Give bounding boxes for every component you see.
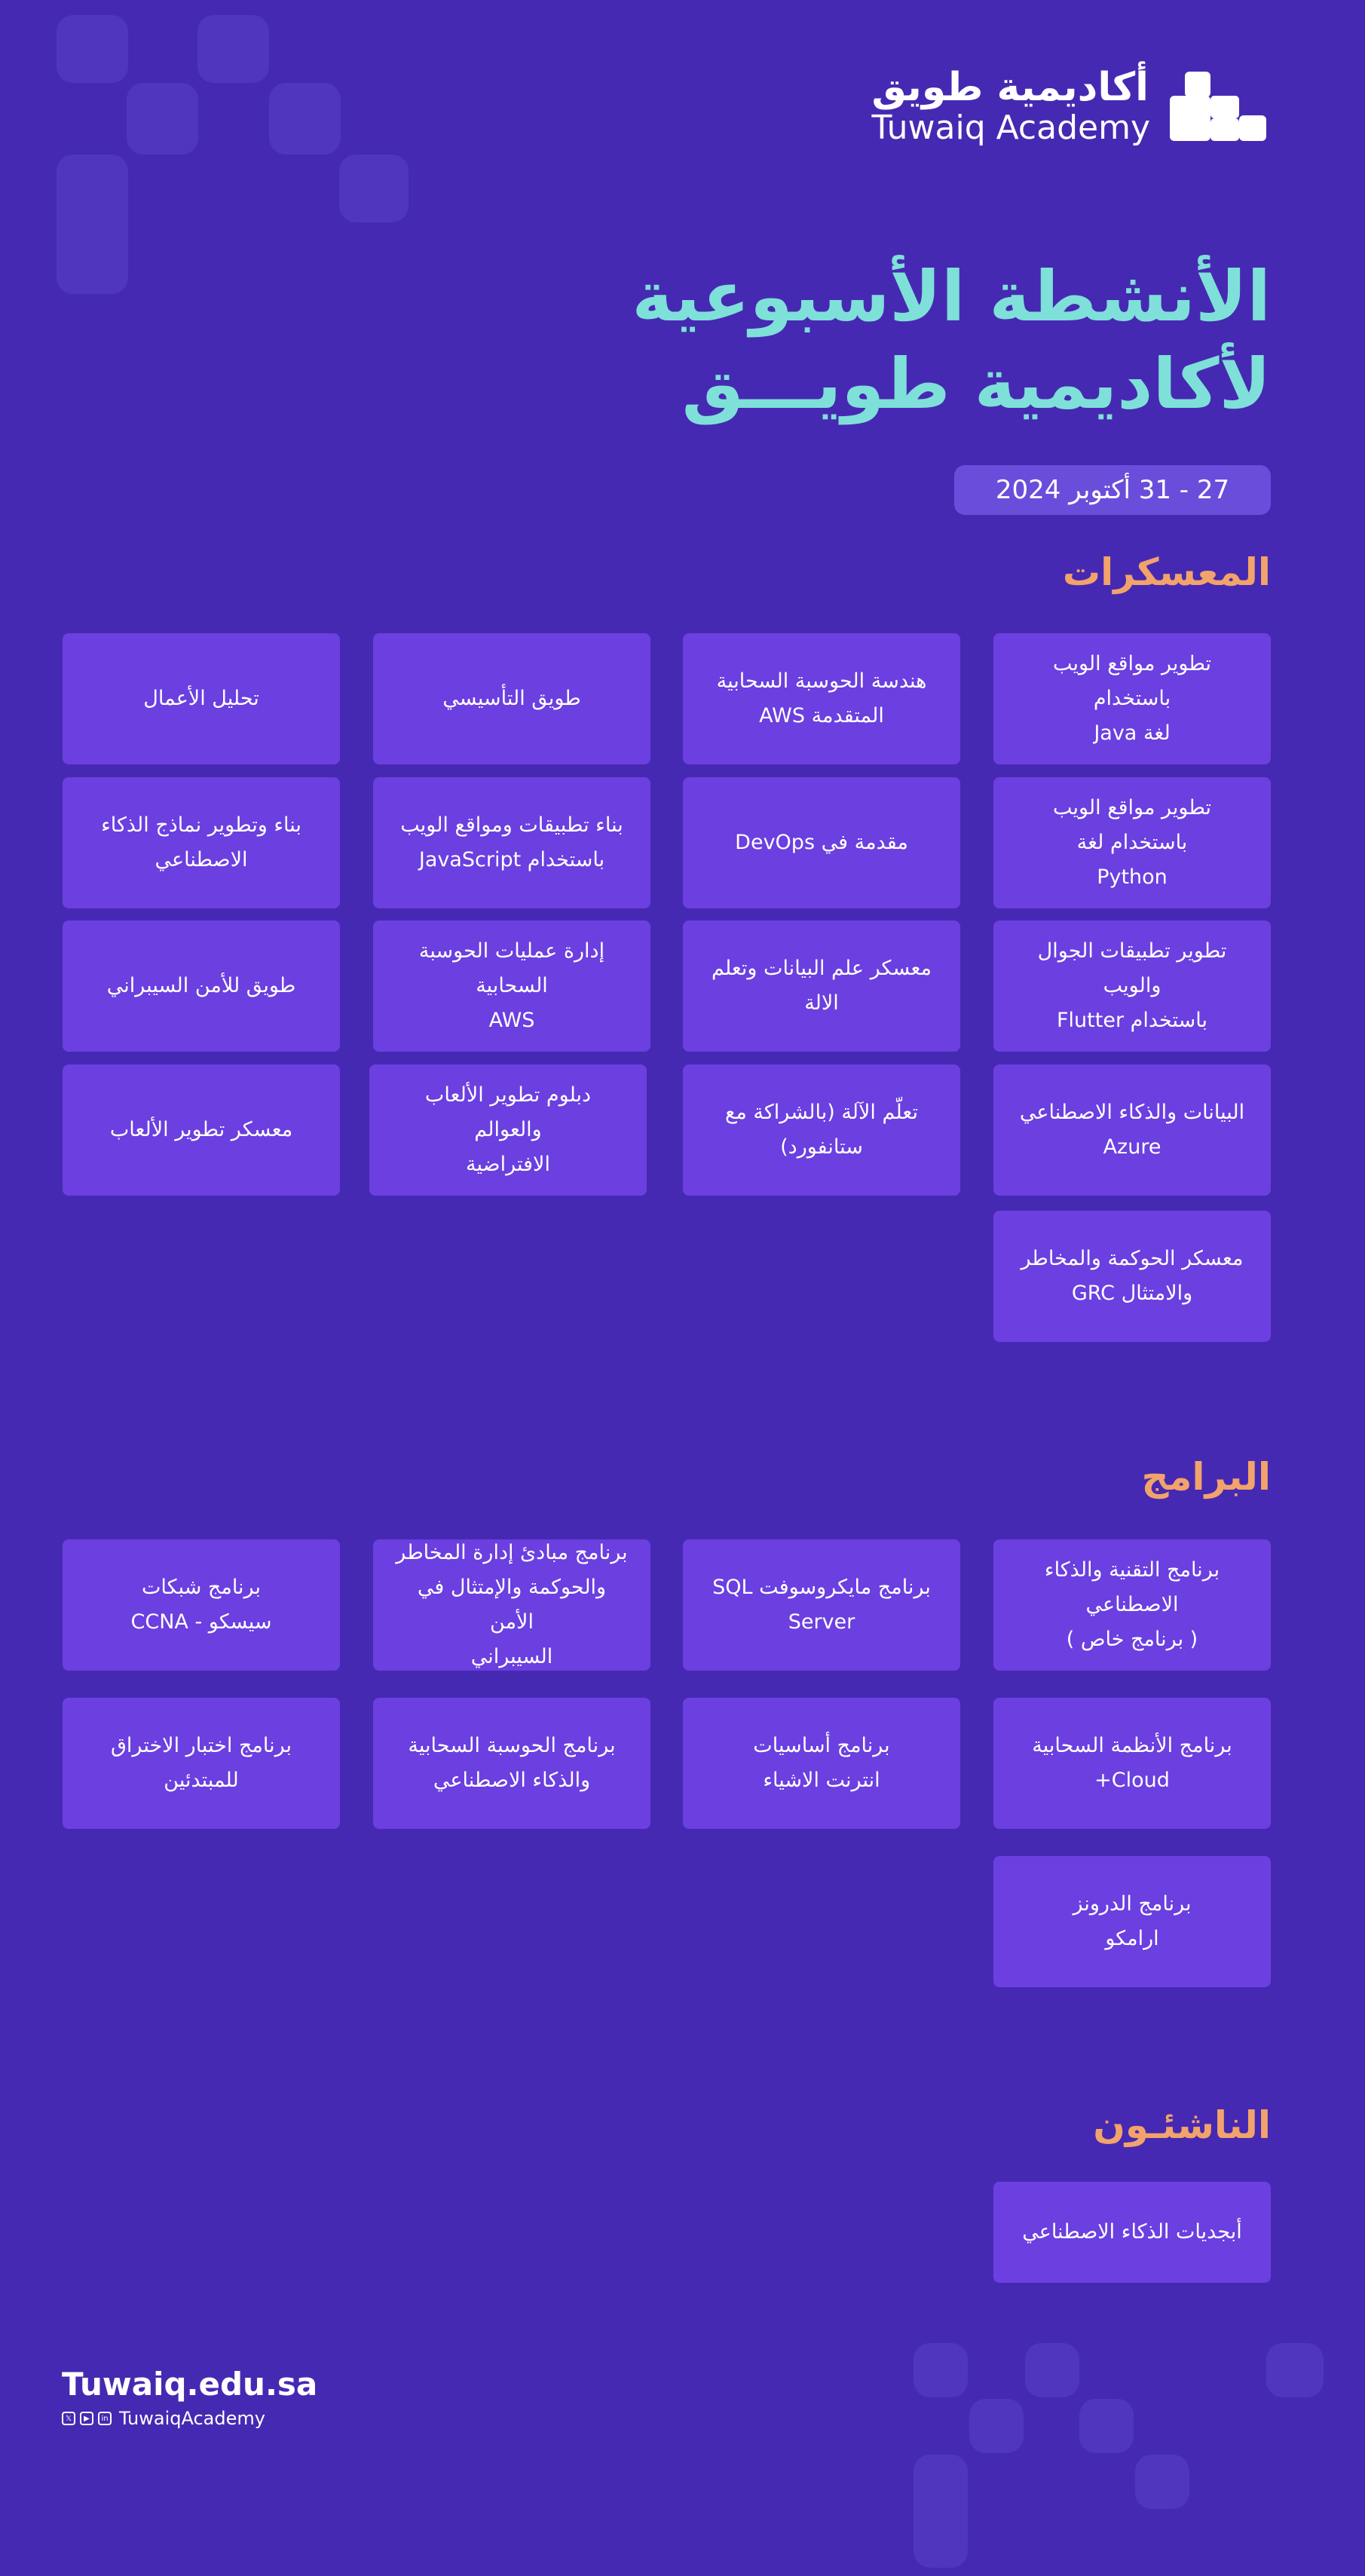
decor-block bbox=[914, 2455, 968, 2568]
decor-block bbox=[57, 155, 128, 294]
decor-block bbox=[1135, 2455, 1189, 2509]
decor-block bbox=[127, 83, 198, 155]
camp-card: تعلّم الآلة (بالشراكة مع ستانفورد) bbox=[683, 1064, 960, 1196]
camp-card: تطوير مواقع الويب باستخدام لغة Python bbox=[993, 777, 1271, 908]
footer bbox=[62, 2366, 317, 2429]
logo-mark-icon bbox=[1170, 69, 1271, 144]
section-title-camps: المعسكرات bbox=[1062, 550, 1271, 594]
camp-card: تحليل الأعمال bbox=[63, 633, 340, 764]
camp-card: معسكر تطوير الألعاب bbox=[63, 1064, 340, 1196]
program-card: برنامج الدرونز ارامكو bbox=[993, 1856, 1271, 1987]
program-card: برنامج مايكروسوفت SQL Server bbox=[683, 1539, 960, 1671]
camp-card: معسكر الحوكمة والمخاطر والامتثال GRC bbox=[993, 1211, 1271, 1342]
program-card: برنامج شبكات سيسكو - CCNA bbox=[63, 1539, 340, 1671]
camp-card: هندسة الحوسبة السحابية المتقدمة AWS bbox=[683, 633, 960, 764]
camp-card: مقدمة في DevOps bbox=[683, 777, 960, 908]
camp-card: تطوير تطبيقات الجوال والويب باستخدام Flutter bbox=[993, 920, 1271, 1052]
academy-logo bbox=[871, 65, 1271, 147]
youtube-icon[interactable]: ▶ bbox=[80, 2412, 93, 2425]
camp-card: تطوير مواقع الويب باستخدام لغة Java bbox=[993, 633, 1271, 764]
x-icon[interactable]: 𝕏 bbox=[62, 2412, 75, 2425]
page-title-line1: الأنشطة الأسبوعية bbox=[632, 256, 1271, 337]
program-card: برنامج الحوسبة السحابية والذكاء الاصطناعي bbox=[373, 1698, 650, 1829]
camp-card: طويق للأمن السيبراني bbox=[63, 920, 340, 1052]
program-card: برنامج مبادئ إدارة المخاطر والحوكمة والإمتثال في الأمن السيبراني bbox=[373, 1539, 650, 1671]
youth-card: أبجديات الذكاء الاصطناعي bbox=[993, 2182, 1271, 2283]
camp-card: بناء وتطوير نماذج الذكاء الاصطناعي bbox=[63, 777, 340, 908]
footer-website-link[interactable]: Tuwaiq.edu.sa bbox=[62, 2366, 318, 2403]
decor-block bbox=[57, 15, 128, 83]
camp-card: معسكر علم البيانات وتعلم الالة bbox=[683, 920, 960, 1052]
program-card: برنامج اختبار الاختراق للمبتدئين bbox=[63, 1698, 340, 1829]
section-title-youth: الناشئـون bbox=[1093, 2103, 1271, 2147]
decor-block bbox=[339, 155, 409, 222]
decor-block bbox=[969, 2399, 1024, 2453]
decor-block bbox=[269, 83, 341, 155]
camp-card: بناء تطبيقات ومواقع الويب باستخدام JavaScript bbox=[373, 777, 650, 908]
decor-block bbox=[197, 15, 269, 83]
camp-card: دبلوم تطوير الألعاب والعوالم الافتراضية bbox=[369, 1064, 647, 1196]
decor-block bbox=[1266, 2343, 1324, 2397]
camp-card: البيانات والذكاء الاصطناعي Azure bbox=[993, 1064, 1271, 1196]
page-title bbox=[632, 253, 1271, 428]
program-card: برنامج أساسيات انترنت الاشياء bbox=[683, 1698, 960, 1829]
section-title-programs: البرامج bbox=[1141, 1455, 1271, 1499]
program-card: برنامج الأنظمة السحابية Cloud+ bbox=[993, 1698, 1271, 1829]
footer-social-row bbox=[62, 2408, 317, 2429]
decor-block bbox=[1079, 2399, 1134, 2453]
camp-card: طويق التأسيسي bbox=[373, 633, 650, 764]
linkedin-icon[interactable]: in bbox=[98, 2412, 112, 2425]
camp-card: إدارة عمليات الحوسبة السحابية AWS bbox=[373, 920, 650, 1052]
logo-arabic-text: أكاديمية طويق bbox=[871, 65, 1149, 110]
date-badge: 27 - 31 أكتوبر 2024 bbox=[954, 465, 1271, 515]
footer-social-handle[interactable]: TuwaiqAcademy bbox=[119, 2408, 265, 2430]
logo-english-text: Tuwaiq Academy bbox=[871, 109, 1150, 147]
program-card: برنامج التقنية والذكاء الاصطناعي ( برنامج خاص ) bbox=[993, 1539, 1271, 1671]
decor-block bbox=[1025, 2343, 1079, 2397]
decor-block bbox=[914, 2343, 968, 2397]
page-title-line2: لأكاديمية طويـــق bbox=[681, 343, 1271, 424]
